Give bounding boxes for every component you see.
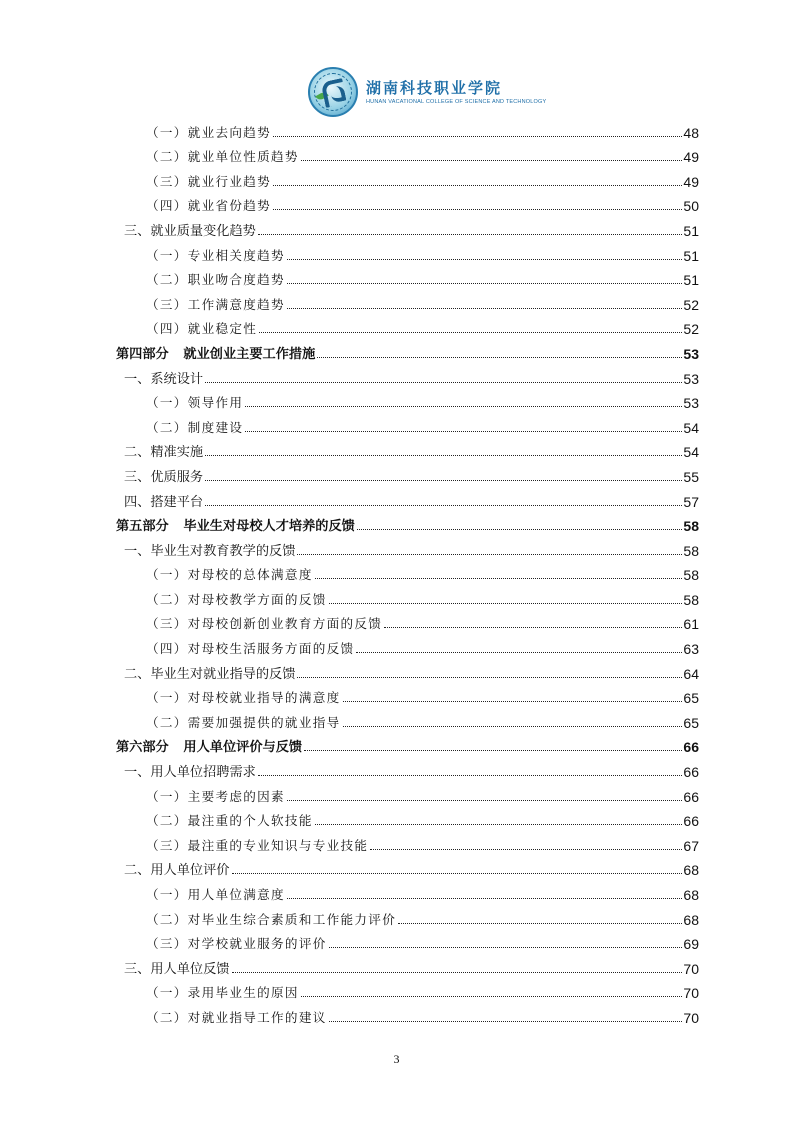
toc-dot-leader	[287, 259, 682, 260]
toc-dot-leader	[329, 947, 683, 948]
toc-entry[interactable]	[116, 878, 699, 903]
toc-entry[interactable]	[116, 313, 699, 338]
toc-entry-page-number: 58	[683, 591, 699, 608]
toc-entry-title: 三、就业质量变化趋势	[116, 223, 257, 239]
toc-entry-title: （一）对母校的总体满意度	[116, 567, 314, 583]
toc-entry[interactable]	[116, 632, 699, 657]
toc-entry-page-number: 55	[683, 468, 699, 485]
toc-entry-page-number: 68	[683, 887, 699, 903]
toc-entry[interactable]	[116, 805, 699, 830]
toc-dot-leader	[398, 923, 682, 924]
toc-entry-title: 二、毕业生对就业指导的反馈	[116, 666, 296, 682]
toc-entry-title: 第五部分 毕业生对母校人才培养的反馈	[116, 518, 355, 534]
toc-entry-page-number: 66	[683, 764, 699, 781]
toc-dot-leader	[343, 701, 683, 702]
toc-entry-page-number: 58	[683, 542, 699, 559]
toc-entry-title: （三）就业行业趋势	[116, 174, 272, 190]
toc-entry-title: （二）需要加强提供的就业指导	[116, 715, 342, 731]
toc-entry-title: （二）对母校教学方面的反馈	[116, 592, 328, 608]
toc-entry[interactable]	[116, 682, 699, 707]
toc-dot-leader	[357, 529, 683, 530]
toc-dot-leader	[205, 382, 682, 383]
toc-dot-leader	[343, 726, 683, 727]
toc-entry-page-number: 70	[683, 985, 699, 1002]
toc-entry[interactable]	[116, 116, 699, 141]
toc-entry-title: （三）对母校创新创业教育方面的反馈	[116, 616, 383, 632]
toc-entry-page-number: 57	[683, 493, 699, 510]
toc-entry-page-number: 58	[683, 518, 699, 535]
toc-dot-leader	[384, 627, 682, 628]
toc-entry-page-number: 52	[683, 296, 699, 313]
toc-entry-title: （二）最注重的个人软技能	[116, 813, 314, 829]
toc-entry-page-number: 53	[683, 370, 699, 387]
toc-entry[interactable]	[116, 411, 699, 436]
toc-entry[interactable]	[116, 928, 699, 953]
toc-entry[interactable]	[116, 190, 699, 215]
toc-dot-leader	[273, 136, 682, 137]
toc-entry-title: （一）专业相关度趋势	[116, 248, 286, 264]
toc-entry-title: 第六部分 用人单位评价与反馈	[116, 739, 303, 755]
toc-entry[interactable]	[116, 387, 699, 412]
toc-entry-page-number: 54	[683, 444, 699, 461]
toc-entry[interactable]	[116, 510, 699, 535]
toc-entry-title: 三、优质服务	[116, 469, 204, 485]
toc-entry-page-number: 66	[683, 739, 699, 756]
toc-entry-page-number: 64	[683, 665, 699, 682]
toc-entry-title: （二）制度建设	[116, 420, 244, 436]
toc-dot-leader	[205, 505, 682, 506]
toc-entry-page-number: 51	[683, 222, 699, 239]
toc-entry-title: （三）对学校就业服务的评价	[116, 936, 328, 952]
toc-entry[interactable]	[116, 706, 699, 731]
toc-entry[interactable]	[116, 485, 699, 510]
page-header	[308, 66, 546, 118]
toc-entry-page-number: 68	[683, 911, 699, 928]
school-name-english: HUNAN VACATIONAL COLLEGE OF SCIENCE AND TECHNOLOGY	[366, 98, 547, 105]
toc-entry-title: 二、用人单位评价	[116, 862, 231, 878]
toc-dot-leader	[297, 677, 682, 678]
toc-entry-page-number: 49	[683, 149, 699, 166]
toc-dot-leader	[356, 652, 682, 653]
toc-entry-page-number: 53	[683, 345, 699, 362]
toc-entry-page-number: 66	[683, 813, 699, 830]
toc-entry[interactable]	[116, 977, 699, 1002]
school-name-block	[366, 78, 546, 107]
toc-entry[interactable]	[116, 264, 699, 289]
toc-entry[interactable]	[116, 583, 699, 608]
toc-entry[interactable]	[116, 608, 699, 633]
toc-entry[interactable]	[116, 755, 699, 780]
toc-entry-title: （一）对母校就业指导的满意度	[116, 690, 342, 706]
toc-entry-title: 二、精准实施	[116, 444, 204, 460]
toc-entry-title: （二）对毕业生综合素质和工作能力评价	[116, 912, 397, 928]
toc-entry-title: 一、系统设计	[116, 371, 204, 387]
toc-entry[interactable]	[116, 780, 699, 805]
toc-entry[interactable]	[116, 952, 699, 977]
table-of-contents	[116, 116, 699, 1026]
toc-entry[interactable]	[116, 903, 699, 928]
toc-entry-title: 一、毕业生对教育教学的反馈	[116, 543, 296, 559]
toc-entry-page-number: 66	[683, 788, 699, 805]
toc-entry-page-number: 52	[683, 321, 699, 338]
toc-entry-page-number: 70	[683, 1009, 699, 1026]
toc-dot-leader	[287, 898, 682, 899]
toc-entry-page-number: 58	[683, 567, 699, 584]
toc-dot-leader	[259, 332, 682, 333]
toc-dot-leader	[232, 972, 683, 973]
toc-entry[interactable]	[116, 534, 699, 559]
toc-dot-leader	[315, 824, 683, 825]
toc-dot-leader	[301, 996, 683, 997]
toc-dot-leader	[297, 554, 682, 555]
toc-entry-page-number: 50	[683, 198, 699, 215]
toc-entry-title: （一）用人单位满意度	[116, 887, 286, 903]
toc-dot-leader	[370, 849, 682, 850]
toc-dot-leader	[329, 1021, 683, 1022]
toc-entry-title: （三）最注重的专业知识与专业技能	[116, 838, 369, 854]
school-name-chinese: 湖南科技职业学院	[366, 78, 503, 97]
toc-entry-title: （一）主要考虑的因素	[116, 789, 286, 805]
toc-dot-leader	[258, 234, 683, 235]
toc-entry[interactable]	[116, 362, 699, 387]
toc-entry[interactable]	[116, 1001, 699, 1026]
toc-entry-page-number: 49	[683, 173, 699, 190]
toc-dot-leader	[315, 578, 683, 579]
toc-dot-leader	[245, 406, 682, 407]
toc-dot-leader	[287, 308, 682, 309]
toc-entry-page-number: 48	[683, 124, 699, 141]
toc-entry-title: 第四部分 就业创业主要工作措施	[116, 345, 316, 361]
toc-entry-title: 三、用人单位反馈	[116, 961, 231, 977]
toc-entry[interactable]	[116, 436, 699, 461]
toc-dot-leader	[287, 800, 682, 801]
toc-entry-page-number: 53	[683, 395, 699, 412]
toc-entry[interactable]	[116, 288, 699, 313]
toc-entry-title: （四）就业稳定性	[116, 321, 258, 337]
toc-dot-leader	[329, 603, 683, 604]
toc-dot-leader	[273, 185, 682, 186]
toc-entry[interactable]	[116, 559, 699, 584]
toc-entry[interactable]	[116, 239, 699, 264]
toc-entry[interactable]	[116, 854, 699, 879]
toc-entry[interactable]	[116, 337, 699, 362]
toc-dot-leader	[273, 209, 682, 210]
toc-entry[interactable]	[116, 165, 699, 190]
toc-entry-page-number: 54	[683, 419, 699, 436]
toc-dot-leader	[232, 873, 683, 874]
toc-entry-title: （四）就业省份趋势	[116, 198, 272, 214]
toc-entry-title: （一）领导作用	[116, 395, 244, 411]
toc-dot-leader	[287, 283, 682, 284]
toc-entry-page-number: 67	[683, 837, 699, 854]
toc-entry-page-number: 61	[683, 616, 699, 633]
toc-entry[interactable]	[116, 460, 699, 485]
toc-entry-title: （三）工作满意度趋势	[116, 297, 286, 313]
toc-entry-page-number: 65	[683, 714, 699, 731]
toc-entry-title: （四）对母校生活服务方面的反馈	[116, 641, 355, 657]
toc-entry[interactable]	[116, 829, 699, 854]
toc-dot-leader	[304, 750, 682, 751]
toc-entry-title: 四、搭建平台	[116, 494, 204, 510]
toc-entry-page-number: 51	[683, 247, 699, 264]
toc-dot-leader	[301, 160, 683, 161]
toc-entry-page-number: 69	[683, 936, 699, 953]
toc-entry-title: （二）职业吻合度趋势	[116, 272, 286, 288]
page-number: 3	[393, 1052, 400, 1066]
toc-entry[interactable]	[116, 214, 699, 239]
toc-entry-page-number: 65	[683, 690, 699, 707]
toc-entry-page-number: 68	[683, 862, 699, 879]
toc-dot-leader	[205, 455, 682, 456]
toc-entry-title: （二）对就业指导工作的建议	[116, 1010, 328, 1026]
toc-dot-leader	[258, 775, 683, 776]
school-logo-icon	[308, 67, 358, 117]
toc-dot-leader	[205, 480, 682, 481]
toc-entry-title: 一、用人单位招聘需求	[116, 764, 257, 780]
toc-dot-leader	[317, 357, 682, 358]
toc-dot-leader	[245, 431, 682, 432]
toc-entry-title: （一）录用毕业生的原因	[116, 985, 300, 1001]
toc-entry-page-number: 70	[683, 960, 699, 977]
toc-entry-title: （一）就业去向趋势	[116, 125, 272, 141]
toc-entry[interactable]	[116, 731, 699, 756]
toc-entry[interactable]	[116, 141, 699, 166]
toc-entry-page-number: 51	[683, 272, 699, 289]
toc-entry-title: （二）就业单位性质趋势	[116, 149, 300, 165]
toc-entry-page-number: 63	[683, 641, 699, 658]
toc-entry[interactable]	[116, 657, 699, 682]
